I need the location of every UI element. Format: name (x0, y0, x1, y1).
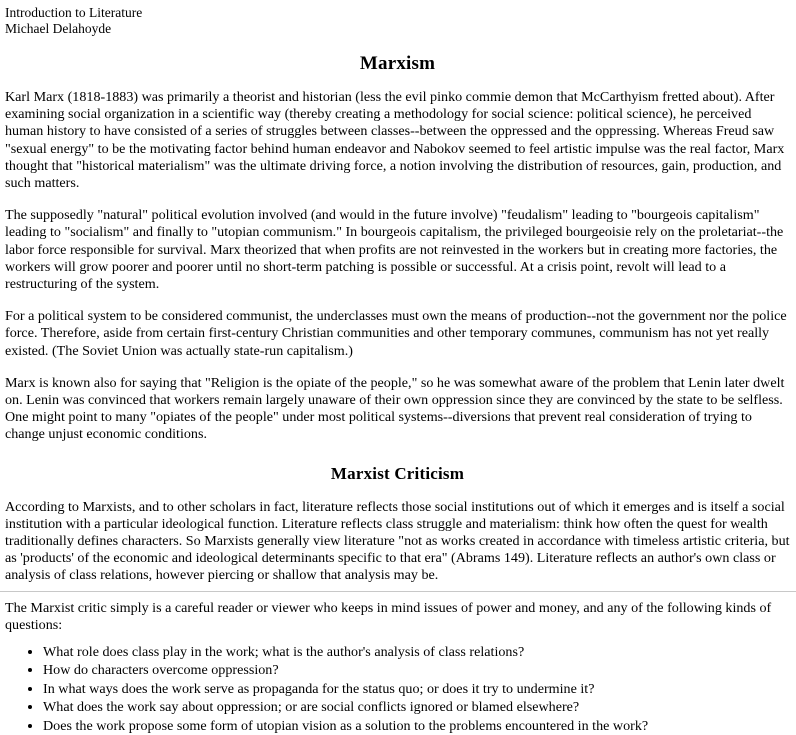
list-item: • In what ways does the work serve as propaganda for the status quo; or does it try to undermine it? (43, 681, 790, 698)
section-heading-marxist-criticism: Marxist Criticism (330, 463, 465, 483)
paragraph-criticism-1: According to Marxists, and to other scholars in fact, literature reflects those social institutions out of which it emerges and is itself a social institution with a particular ideological function. Literature reflects class struggle and materialism: think how often the quest for wealth traditionally defines characters. So Marxists generally view literature "not as works created in accordance with timeless artistic criteria, but as 'products' of the economic and ideological determinants specific to that era" (Abrams 149). Literature reflects an author's own class or analysis of class relations, however piercing or shallow that analysis may be. (5, 498, 790, 584)
question-list (5, 644, 790, 735)
question-list-lead-in: The Marxist critic simply is a careful reader or viewer who keeps in mind issues of power and money, and any of the following kinds of questions: (5, 599, 772, 633)
list-item: • Does the work propose some form of utopian vision as a solution to the problems encountered in the work? (43, 718, 790, 735)
list-item: • What does the work say about oppression; or are social conflicts ignored or blamed elsewhere? (43, 699, 790, 716)
page-title-marxism: Marxism (359, 53, 436, 74)
list-item: • How do characters overcome oppression? (43, 662, 790, 679)
paragraph-marxism-1: Karl Marx (1818-1883) was primarily a theorist and historian (less the evil pinko commie demon that McCarthyism fretted about). After examining social organization in a scientific way (thereby creating a methodology for social science: political science), he perceived human history to have consisted of a series of struggles between classes--between the oppressed and the oppressing. Whereas Freud saw "sexual energy" to be the motivating factor behind human endeavor and Nabokov seemed to feel artistic impulse was the real factor, Marx thought that "historical materialism" was the ultimate driving force, a notion involving the distribution of resources, gain, production, and such matters. (5, 89, 785, 192)
paragraph-marxism-4: Marx is known also for saying that "Religion is the opiate of the people," so he was somewhat aware of the problem that Lenin later dwelt on. Lenin was convinced that workers remain largely unaware of their own oppression since they are convinced by the state to be selfless. One might point to many "opiates of the people" under most political systems--diversions that prevent real consideration of trying to change unjust economic conditions. (5, 374, 785, 443)
paragraph-marxism-2: The supposedly "natural" political evolution involved (and would in the future involve) "feudalism" leading to "bourgeois capitalism" leading to "socialism" and finally to "utopian communism." In bourgeois capitalism, the privileged bourgeoisie rely on the proletariat--the labor force responsible for survival. Marx theorized that when profits are not reinvested in the workers but in creating more factories, the workers will grow poorer and poorer until no short-term patching is possible or successful. At a crisis point, revolt will lead to a restructuring of the system. (5, 207, 784, 293)
paragraph-marxism-3: For a political system to be considered communist, the underclasses must own the means of production--not the government nor the police force. Therefore, aside from certain first-century Christian communities and other temporary communes, communism has not yet really existed. (The Soviet Union was actually state-run capitalism.) (5, 308, 787, 359)
course-name: Introduction to Literature (5, 5, 143, 20)
list-item: • What role does class play in the work; what is the author's analysis of class relations? (43, 644, 790, 661)
author-name: Michael Delahoyde (5, 20, 112, 36)
page-bottom-divider (0, 591, 796, 592)
site-header (5, 5, 790, 36)
